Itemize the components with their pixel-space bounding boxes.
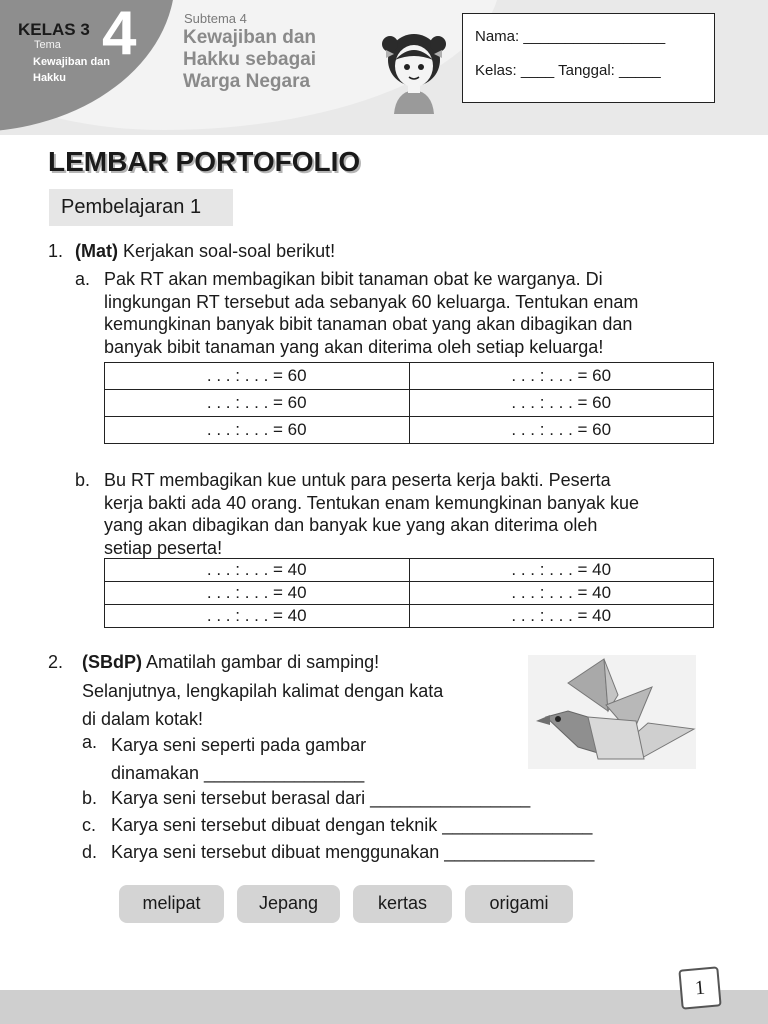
q1b-line: yang akan dibagikan dan banyak kue yang akan diterima oleh: [104, 515, 598, 535]
tema-label: Tema: [34, 39, 61, 51]
option-origami[interactable]: origami: [465, 885, 573, 923]
q2-header: [82, 651, 379, 674]
q1a-text: [104, 268, 744, 358]
q1b-letter: b.: [75, 470, 91, 490]
q2a-line: Karya seni seperti pada gambar: [111, 735, 367, 755]
page-number: 1: [678, 966, 721, 1009]
answer-cell[interactable]: . . . : . . . = 40: [409, 559, 714, 582]
answer-cell[interactable]: . . . : . . . = 40: [105, 582, 410, 605]
q2d-text[interactable]: Karya seni tersebut dibuat menggunakan _______________: [111, 842, 595, 862]
q2-line: di dalam kotak!: [82, 709, 204, 729]
q1b-line: Bu RT membagikan kue untuk para peserta kerja bakti. Peserta: [104, 470, 611, 490]
origami-bird-icon: [528, 655, 696, 769]
q1a-line: kemungkinan banyak bibit tanaman obat yang akan dibagikan dan: [104, 314, 633, 334]
lesson-tag: Pembelajaran 1: [49, 189, 233, 226]
q1-instruction: Kerjakan soal-soal berikut!: [123, 241, 336, 261]
q1a-line: banyak bibit tanaman yang akan diterima oleh setiap keluarga!: [104, 336, 604, 357]
footer-band: [0, 990, 768, 1024]
q1b-line: setiap peserta!: [104, 537, 223, 558]
answer-cell[interactable]: . . . : . . . = 40: [409, 582, 714, 605]
q2-number: 2.: [48, 652, 64, 672]
q2c-letter: c.: [82, 815, 97, 835]
q2d-letter: d.: [82, 842, 98, 862]
nama-field[interactable]: Nama: _________________: [475, 28, 666, 45]
option-melipat[interactable]: melipat: [119, 885, 224, 923]
q2b-letter: b.: [82, 788, 98, 808]
subtema-label: Subtema 4: [184, 11, 247, 26]
tema-title: Kewajiban dan Hakku: [33, 56, 111, 84]
q1a-answer-table: [104, 362, 714, 444]
subtema-title: Kewajiban dan Hakku sebagai Warga Negara: [183, 27, 317, 92]
q1a-line: Pak RT akan membagikan bibit tanaman obat ke warganya. Di: [104, 269, 603, 289]
q2-line: Selanjutnya, lengkapilah kalimat dengan kata: [82, 681, 444, 701]
q1-number: 1.: [48, 241, 64, 261]
answer-cell[interactable]: . . . : . . . = 60: [409, 363, 714, 390]
answer-cell[interactable]: . . . : . . . = 60: [409, 417, 714, 444]
answer-cell[interactable]: . . . : . . . = 60: [105, 390, 410, 417]
answer-cell[interactable]: . . . : . . . = 40: [105, 559, 410, 582]
q2-instruction: Amatilah gambar di samping!: [146, 652, 380, 672]
q1b-line: kerja bakti ada 40 orang. Tentukan enam kemungkinan banyak kue: [104, 492, 640, 513]
q1-header: [75, 240, 335, 263]
answer-cell[interactable]: . . . : . . . = 40: [409, 605, 714, 628]
kelas-tanggal-field[interactable]: Kelas: ____ Tanggal: _____: [475, 62, 661, 79]
q1-subject: (Mat): [75, 241, 118, 261]
answer-cell[interactable]: . . . : . . . = 60: [409, 390, 714, 417]
q1a-letter: a.: [75, 269, 91, 289]
q1b-text: [104, 469, 744, 559]
answer-cell[interactable]: . . . : . . . = 40: [105, 605, 410, 628]
q2c-text[interactable]: Karya seni tersebut dibuat dengan teknik _______________: [111, 815, 593, 835]
q1a-line: lingkungan RT tersebut ada sebanyak 60 keluarga. Tentukan enam: [104, 291, 639, 312]
identity-box: [462, 13, 715, 103]
kelas-label: KELAS 3: [18, 20, 90, 39]
q2a-letter: a.: [82, 732, 98, 752]
answer-cell[interactable]: . . . : . . . = 60: [105, 417, 410, 444]
option-kertas[interactable]: kertas: [353, 885, 452, 923]
q1b-answer-table: [104, 558, 714, 628]
girl-illustration-icon: [378, 30, 450, 114]
answer-cell[interactable]: . . . : . . . = 60: [105, 363, 410, 390]
q2-subject: (SBdP): [82, 652, 142, 672]
q2a-text: [111, 731, 366, 787]
option-jepang[interactable]: Jepang: [237, 885, 340, 923]
page-title: LEMBAR PORTOFOLIO: [48, 146, 361, 177]
q2a-answer-line[interactable]: dinamakan ________________: [111, 763, 365, 783]
tema-number: 4: [102, 0, 137, 68]
q2b-text[interactable]: Karya seni tersebut berasal dari ________________: [111, 788, 531, 808]
q2-text: [82, 677, 443, 733]
